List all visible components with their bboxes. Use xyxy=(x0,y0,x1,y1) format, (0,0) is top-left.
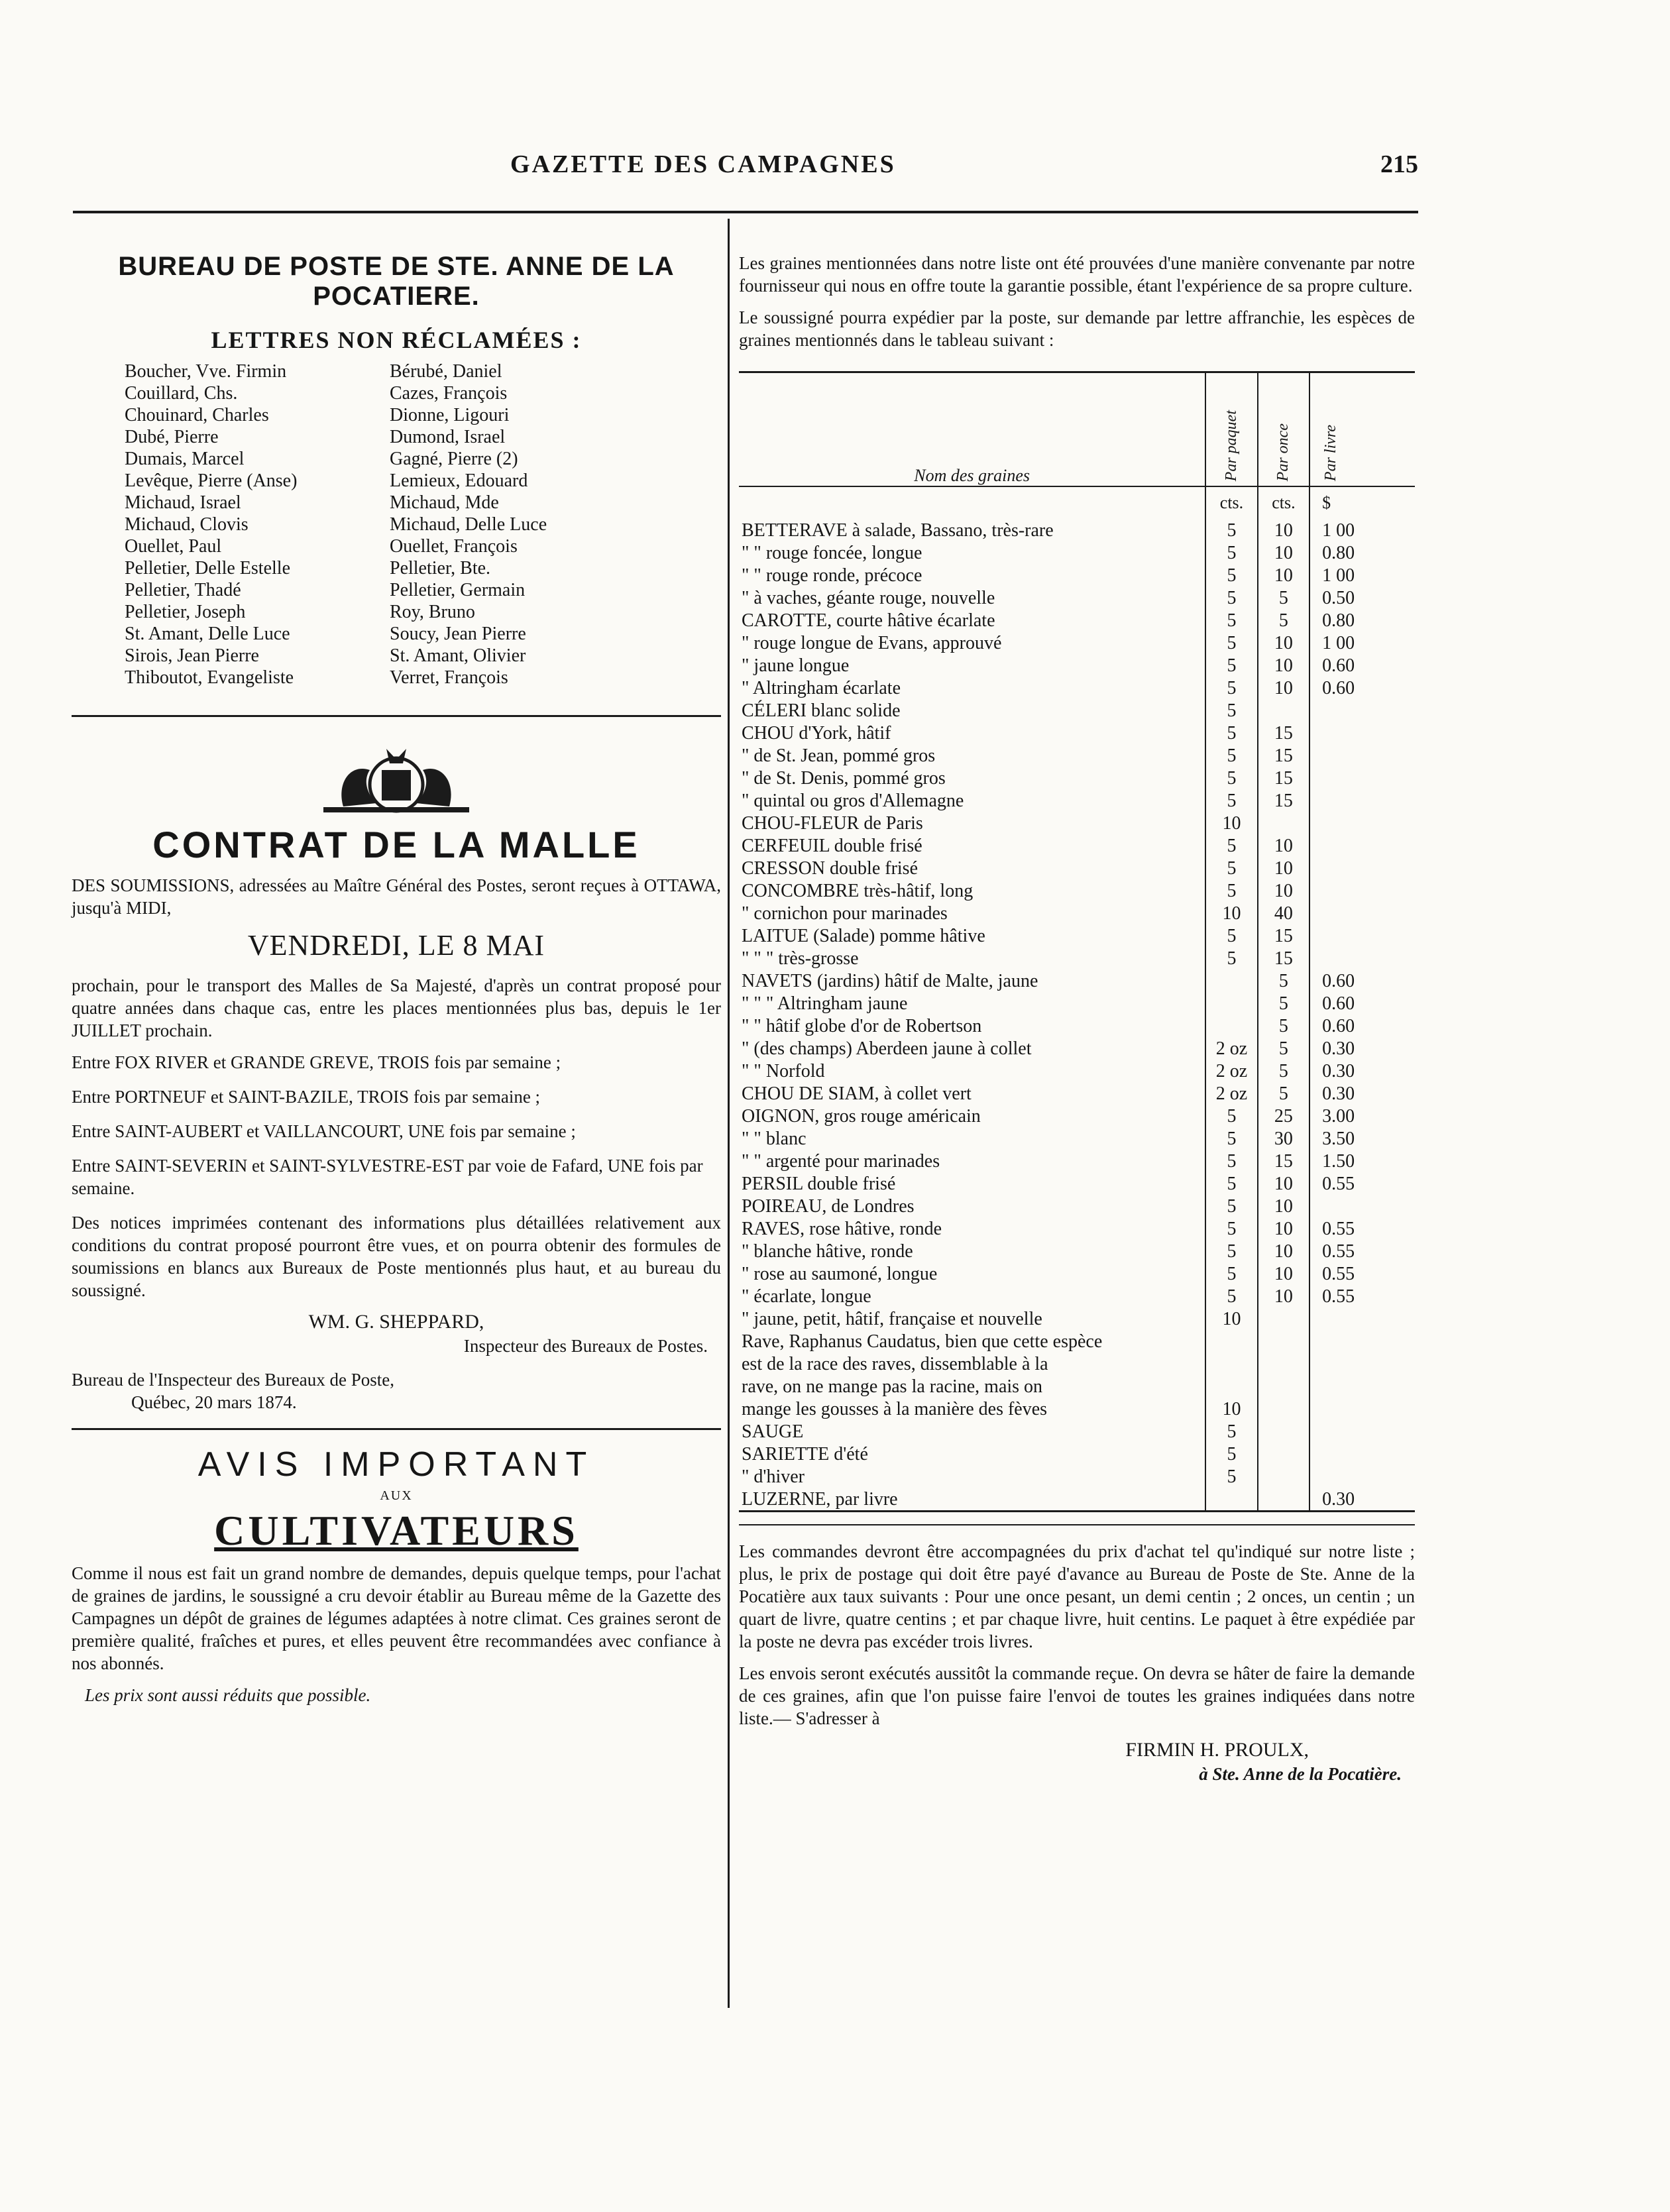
contrat-body: prochain, pour le transport des Malles de Sa Majesté, d'après un contrat proposé pour quatre années dans chaque cas, entre les places mentionnées plus bas, depuis le 1er JUILLET prochain. xyxy=(72,975,721,1040)
seed-cell-c3: 3.50 xyxy=(1309,1127,1415,1150)
seed-cell-c1: 5 xyxy=(1205,947,1257,969)
seed-cell-c3: 1 00 xyxy=(1309,519,1415,541)
seed-cell-c3 xyxy=(1309,879,1415,902)
recipient-name: Boucher, Vve. Firmin xyxy=(125,361,287,382)
seed-cell-c2: 30 xyxy=(1258,1127,1309,1150)
signature-date: Québec, 20 mars 1874. xyxy=(131,1392,297,1412)
seed-cell-c3 xyxy=(1309,1195,1415,1217)
seed-cell-c3 xyxy=(1309,947,1415,969)
section-rule xyxy=(72,715,721,717)
seed-cell-c2: 10 xyxy=(1258,1240,1309,1262)
seed-cell-c3 xyxy=(1309,1330,1415,1353)
seed-cell-c3: 1 00 xyxy=(1309,632,1415,654)
seed-cell-c2: 15 xyxy=(1258,947,1309,969)
table-row xyxy=(739,654,1415,677)
recipient-name: Pelletier, Bte. xyxy=(390,558,491,579)
seed-cell-c1: 5 xyxy=(1205,1195,1257,1217)
seed-cell-name: " " argenté pour marinades xyxy=(742,1151,940,1172)
seed-cell-c3 xyxy=(1309,1375,1415,1398)
table-row xyxy=(739,722,1415,744)
seed-cell-c2 xyxy=(1258,1375,1309,1398)
seed-cell-name: " " rouge ronde, précoce xyxy=(742,565,922,586)
seed-cell-name: RAVES, rose hâtive, ronde xyxy=(742,1219,942,1239)
seed-cell-c1: 5 xyxy=(1205,541,1257,564)
table-row xyxy=(739,1105,1415,1127)
recipient-name: Pelletier, Germain xyxy=(390,580,526,600)
seed-cell-c3 xyxy=(1309,789,1415,812)
recipient-name: Pelletier, Delle Estelle xyxy=(125,558,291,579)
seed-cell-c1 xyxy=(1205,1015,1257,1037)
seed-cell-c2: 5 xyxy=(1258,1082,1309,1105)
seed-cell-name: LAITUE (Salade) pomme hâtive xyxy=(742,926,985,946)
seed-cell-c2: 10 xyxy=(1258,834,1309,857)
recipient-name: Pelletier, Joseph xyxy=(125,602,246,622)
table-row xyxy=(739,902,1415,924)
recipient-name: Lemieux, Edouard xyxy=(390,470,528,491)
header-rule xyxy=(73,211,1418,213)
seed-cell-name: " " rouge foncée, longue xyxy=(742,543,922,563)
recipient-name: Couillard, Chs. xyxy=(125,383,238,404)
table-row xyxy=(739,1375,1415,1398)
recipient-name: Dionne, Ligouri xyxy=(390,405,510,425)
seed-cell-name: " " " Altringham jaune xyxy=(742,993,908,1014)
seed-cell-name: " jaune longue xyxy=(742,655,850,676)
seed-cell-c2: 15 xyxy=(1258,1150,1309,1172)
orders-text-2: Les envois seront exécutés aussitôt la commande reçue. On devra se hâter de faire la demande de ces graines, afin que l'on puisse faire l'envoi de toutes les graines indiquées dans notre liste.— S'adresser à xyxy=(739,1663,1415,1728)
col-header-livre: Par livre xyxy=(1309,372,1415,487)
seed-cell-c2: 10 xyxy=(1258,1217,1309,1240)
avis-cultivateurs: CULTIVATEURS xyxy=(214,1507,579,1554)
contrat-date: VENDREDI, LE 8 MAI xyxy=(247,929,545,962)
recipient-name: Pelletier, Thadé xyxy=(125,580,241,600)
seed-cell-c2: 5 xyxy=(1258,586,1309,609)
seed-cell-name: NAVETS (jardins) hâtif de Malte, jaune xyxy=(742,971,1038,991)
contrat-intro: DES SOUMISSIONS, adressées au Maître Général des Postes, seront reçues à OTTAWA, jusqu'à MIDI, xyxy=(72,875,721,918)
route-item: Entre PORTNEUF et SAINT-BAZILE, TROIS fois par semaine ; xyxy=(72,1087,541,1107)
newspaper-title: GAZETTE DES CAMPAGNES xyxy=(510,150,896,178)
col-header-once: Par once xyxy=(1258,372,1309,487)
signature-role: Inspecteur des Bureaux de Postes. xyxy=(463,1336,708,1356)
route-item: Entre SAINT-AUBERT et VAILLANCOURT, UNE fois par semaine ; xyxy=(72,1121,576,1141)
seed-cell-c2: 10 xyxy=(1258,1262,1309,1285)
seed-cell-c1: 5 xyxy=(1205,1465,1257,1488)
table-header-row xyxy=(739,372,1415,487)
seed-cell-c3 xyxy=(1309,1353,1415,1375)
seed-cell-c3 xyxy=(1309,834,1415,857)
seed-cell-name: " rouge longue de Evans, approuvé xyxy=(742,633,1002,653)
bureau-title: BUREAU DE POSTE DE STE. ANNE DE LA POCATIERE. xyxy=(118,252,675,311)
recipient-name: Ouellet, Paul xyxy=(125,536,222,557)
seed-cell-name: CONCOMBRE très-hâtif, long xyxy=(742,881,974,901)
table-row xyxy=(739,1037,1415,1060)
table-row xyxy=(739,1465,1415,1488)
seed-cell-name: BETTERAVE à salade, Bassano, très-rare xyxy=(742,520,1054,541)
seed-cell-c2: 10 xyxy=(1258,632,1309,654)
recipient-name: Roy, Bruno xyxy=(390,602,475,622)
seed-cell-name: Rave, Raphanus Caudatus, bien que cette espèce xyxy=(742,1331,1103,1352)
table-row xyxy=(739,541,1415,564)
seed-cell-c1: 5 xyxy=(1205,564,1257,586)
seed-cell-c1: 5 xyxy=(1205,767,1257,789)
seed-cell-c3: 0.55 xyxy=(1309,1240,1415,1262)
table-row xyxy=(739,1195,1415,1217)
seed-cell-c1: 5 xyxy=(1205,1240,1257,1262)
lettres-title: LETTRES NON RÉCLAMÉES : xyxy=(211,327,582,353)
seed-cell-name: PERSIL double frisé xyxy=(742,1174,896,1194)
orders-text-1: Les commandes devront être accompagnées du prix d'achat tel qu'indiqué sur notre liste ; plus, le prix de postage qui doit être payé d'avance au Bureau de Poste de Ste. Anne de la Pocatière aux taux suivants : Pour une once pesant, un demi centin ; 2 onces, un centin ; un quart de livre, quatre centins ; et par chaque livre, huit centins. Le paquet à être expédiée par la poste ne devra pas excéder trois livres. xyxy=(739,1541,1415,1651)
avis-title: AVIS IMPORTANT xyxy=(197,1445,595,1484)
seed-cell-c3: 1.50 xyxy=(1309,1150,1415,1172)
seed-cell-name: " " " très-grosse xyxy=(742,948,859,969)
seed-cell-c2 xyxy=(1258,1330,1309,1353)
seed-cell-c2 xyxy=(1258,699,1309,722)
seed-cell-c3 xyxy=(1309,1398,1415,1420)
seed-cell-c3: 0.30 xyxy=(1309,1082,1415,1105)
seed-cell-name: SAUGE xyxy=(742,1421,804,1442)
seed-cell-c3 xyxy=(1309,1420,1415,1443)
seed-cell-c1: 5 xyxy=(1205,924,1257,947)
seed-cell-name: CÉLERI blanc solide xyxy=(742,700,901,721)
seed-cell-c2: 10 xyxy=(1258,564,1309,586)
recipient-name: Michaud, Clovis xyxy=(125,514,249,535)
seed-cell-c2 xyxy=(1258,1488,1309,1512)
seed-cell-c1: 5 xyxy=(1205,1285,1257,1307)
route-item: Entre FOX RIVER et GRANDE GREVE, TROIS fois par semaine ; xyxy=(72,1052,561,1072)
recipient-name: Gagné, Pierre (2) xyxy=(390,449,518,469)
col-header-paquet: Par paquet xyxy=(1205,372,1257,487)
table-row xyxy=(739,969,1415,992)
table-row xyxy=(739,744,1415,767)
seed-cell-c1: 10 xyxy=(1205,902,1257,924)
table-row xyxy=(739,1172,1415,1195)
left-column xyxy=(72,252,721,1716)
seed-cell-c2: 5 xyxy=(1258,992,1309,1015)
seed-cell-name: POIREAU, de Londres xyxy=(742,1196,915,1217)
table-row xyxy=(739,992,1415,1015)
recipient-name: Chouinard, Charles xyxy=(125,405,269,425)
seed-cell-name: " (des champs) Aberdeen jaune à collet xyxy=(742,1038,1032,1059)
table-row xyxy=(739,1330,1415,1353)
table-row xyxy=(739,1217,1415,1240)
seed-cell-c1: 5 xyxy=(1205,654,1257,677)
table-row xyxy=(739,767,1415,789)
seed-cell-c3 xyxy=(1309,744,1415,767)
table-row xyxy=(739,1488,1415,1512)
seed-cell-c2 xyxy=(1258,1420,1309,1443)
seed-cell-c1: 5 xyxy=(1205,744,1257,767)
recipient-name: Cazes, François xyxy=(390,383,508,404)
recipient-name: Dubé, Pierre xyxy=(125,427,219,447)
signature-name: WM. G. SHEPPARD, xyxy=(308,1311,484,1333)
seed-cell-c2: 10 xyxy=(1258,1285,1309,1307)
table-row xyxy=(739,609,1415,632)
avis-aux: AUX xyxy=(380,1488,413,1503)
table-row xyxy=(739,1015,1415,1037)
seed-cell-name: CRESSON double frisé xyxy=(742,858,918,879)
seed-cell-c3: 0.60 xyxy=(1309,1015,1415,1037)
seed-cell-c1: 5 xyxy=(1205,609,1257,632)
seed-cell-c3 xyxy=(1309,902,1415,924)
seed-cell-c1: 5 xyxy=(1205,1443,1257,1465)
seed-cell-name: CERFEUIL double frisé xyxy=(742,836,922,856)
seed-cell-c1: 2 oz xyxy=(1205,1082,1257,1105)
seed-cell-name: OIGNON, gros rouge américain xyxy=(742,1106,981,1127)
seed-cell-c2: 10 xyxy=(1258,879,1309,902)
recipient-name: Levêque, Pierre (Anse) xyxy=(125,470,298,491)
seed-cell-c3: 0.50 xyxy=(1309,586,1415,609)
seed-cell-c1 xyxy=(1205,992,1257,1015)
seed-cell-c2: 10 xyxy=(1258,677,1309,699)
seed-cell-c2: 10 xyxy=(1258,541,1309,564)
right-column xyxy=(739,252,1415,1797)
seed-cell-c2: 25 xyxy=(1258,1105,1309,1127)
recipient-name: Bérubé, Daniel xyxy=(390,361,502,382)
seed-cell-c3 xyxy=(1309,1465,1415,1488)
seed-cell-c3 xyxy=(1309,699,1415,722)
seed-cell-c2: 5 xyxy=(1258,1015,1309,1037)
seed-cell-c1: 5 xyxy=(1205,699,1257,722)
table-row xyxy=(739,1285,1415,1307)
recipient-name: Michaud, Mde xyxy=(390,492,499,513)
seed-cell-c3: 0.55 xyxy=(1309,1262,1415,1285)
seed-cell-c3: 0.30 xyxy=(1309,1488,1415,1512)
seed-cell-c3: 0.80 xyxy=(1309,541,1415,564)
seed-cell-c1: 5 xyxy=(1205,834,1257,857)
table-row xyxy=(739,812,1415,834)
seed-cell-name: " de St. Denis, pommé gros xyxy=(742,768,946,789)
seed-cell-c1 xyxy=(1205,1330,1257,1353)
table-row xyxy=(739,1150,1415,1172)
seeds-intro-1: Les graines mentionnées dans notre liste ont été prouvées d'une manière convenante par notre fournisseur qui nous en offre toute la garantie possible, étant l'expérience de sa propre culture. xyxy=(739,253,1415,296)
page-header xyxy=(73,150,1418,190)
seed-cell-c1: 2 oz xyxy=(1205,1037,1257,1060)
table-row xyxy=(739,1060,1415,1082)
seed-cell-name: " écarlate, longue xyxy=(742,1286,871,1307)
seed-cell-c1: 5 xyxy=(1205,857,1257,879)
seed-cell-c1: 5 xyxy=(1205,722,1257,744)
royal-arms-emblem xyxy=(297,744,496,816)
seed-cell-c3: 0.30 xyxy=(1309,1060,1415,1082)
seed-cell-c1: 5 xyxy=(1205,1420,1257,1443)
units-row: cts. cts. $ xyxy=(739,486,1415,519)
table-row xyxy=(739,857,1415,879)
seed-cell-c1: 5 xyxy=(1205,879,1257,902)
seed-cell-name: " à vaches, géante rouge, nouvelle xyxy=(742,588,995,608)
seed-cell-name: CAROTTE, courte hâtive écarlate xyxy=(742,610,995,631)
seed-cell-name: " d'hiver xyxy=(742,1466,805,1487)
seed-cell-c1: 5 xyxy=(1205,1127,1257,1150)
section-rule-2 xyxy=(72,1428,721,1430)
seed-cell-c1: 5 xyxy=(1205,1105,1257,1127)
seed-cell-c3: 0.60 xyxy=(1309,677,1415,699)
table-row xyxy=(739,879,1415,902)
recipient-name: St. Amant, Delle Luce xyxy=(125,624,290,644)
table-row xyxy=(739,789,1415,812)
seed-cell-name: " rose au saumoné, longue xyxy=(742,1264,938,1284)
seed-cell-c3 xyxy=(1309,722,1415,744)
table-row xyxy=(739,1353,1415,1375)
recipient-name: Michaud, Delle Luce xyxy=(390,514,547,535)
seed-cell-c2 xyxy=(1258,812,1309,834)
seed-cell-c2 xyxy=(1258,1465,1309,1488)
seed-cell-c3 xyxy=(1309,812,1415,834)
seed-cell-name: mange les gousses à la manière des fèves xyxy=(742,1399,1048,1419)
seed-cell-c2 xyxy=(1258,1353,1309,1375)
page-number: 215 xyxy=(1380,150,1418,178)
seed-cell-c3 xyxy=(1309,767,1415,789)
seed-cell-c2 xyxy=(1258,1443,1309,1465)
seed-cell-c1: 5 xyxy=(1205,789,1257,812)
seed-cell-c3: 0.30 xyxy=(1309,1037,1415,1060)
column-divider xyxy=(728,219,730,2008)
seed-cell-name: " " blanc xyxy=(742,1129,807,1149)
seed-cell-c1 xyxy=(1205,1375,1257,1398)
seed-cell-c2: 15 xyxy=(1258,744,1309,767)
seed-cell-c3: 0.60 xyxy=(1309,992,1415,1015)
table-row xyxy=(739,1127,1415,1150)
seed-cell-name: CHOU d'York, hâtif xyxy=(742,723,891,744)
recipient-name: Soucy, Jean Pierre xyxy=(390,624,526,644)
seed-cell-name: " de St. Jean, pommé gros xyxy=(742,746,936,766)
table-row xyxy=(739,1443,1415,1465)
seed-cell-c2: 40 xyxy=(1258,902,1309,924)
seed-cell-c1 xyxy=(1205,969,1257,992)
seed-cell-name: " jaune, petit, hâtif, française et nouvelle xyxy=(742,1309,1042,1329)
table-row xyxy=(739,677,1415,699)
seed-cell-c1: 5 xyxy=(1205,519,1257,541)
seed-cell-c3 xyxy=(1309,1307,1415,1330)
seed-cell-c3: 0.55 xyxy=(1309,1217,1415,1240)
seed-cell-name: rave, on ne mange pas la racine, mais on xyxy=(742,1376,1043,1397)
recipient-name: Ouellet, François xyxy=(390,536,518,557)
notices-text: Des notices imprimées contenant des informations plus détaillées relativement aux conditions du contrat proposé pourront être vues, et on pourra obtenir des formules de soumissions en blancs aux Bureaux de Poste mentionnés plus haut, et au bureau du soussigné. xyxy=(72,1213,721,1300)
seed-cell-c3: 0.80 xyxy=(1309,609,1415,632)
seed-cell-c1 xyxy=(1205,1488,1257,1512)
recipient-name: Dumais, Marcel xyxy=(125,449,245,469)
table-row xyxy=(739,586,1415,609)
seed-cell-c2: 5 xyxy=(1258,1060,1309,1082)
table-row xyxy=(739,834,1415,857)
seed-cell-c1: 5 xyxy=(1205,1150,1257,1172)
seed-cell-c1: 5 xyxy=(1205,1172,1257,1195)
proulx-signature: FIRMIN H. PROULX, xyxy=(1125,1739,1309,1761)
seed-cell-c1: 10 xyxy=(1205,812,1257,834)
seed-cell-c1 xyxy=(1205,1353,1257,1375)
table-row xyxy=(739,1262,1415,1285)
seed-cell-name: " " hâtif globe d'or de Robertson xyxy=(742,1016,982,1036)
seed-cell-c2: 5 xyxy=(1258,969,1309,992)
seed-cell-c3 xyxy=(1309,857,1415,879)
table-row xyxy=(739,519,1415,541)
avis-prix: Les prix sont aussi réduits que possible. xyxy=(85,1685,371,1705)
seed-cell-name: " cornichon pour marinades xyxy=(742,903,948,924)
table-row xyxy=(739,564,1415,586)
table-row xyxy=(739,1307,1415,1330)
seed-cell-c2 xyxy=(1258,1307,1309,1330)
routes-list xyxy=(72,1051,721,1199)
table-row xyxy=(739,1082,1415,1105)
table-row xyxy=(739,699,1415,722)
seed-cell-c2 xyxy=(1258,1398,1309,1420)
seed-cell-c2: 15 xyxy=(1258,722,1309,744)
seed-cell-c3: 0.55 xyxy=(1309,1172,1415,1195)
avis-body: Comme il nous est fait un grand nombre de demandes, depuis quelque temps, pour l'achat de graines de jardins, le soussigné a cru devoir établir au Bureau même de la Gazette des Campagnes un dépôt de graines de légumes adaptées à notre climat. Ces graines seront de première qualité, fraîches et pures, et elles peuvent être recommandées avec confiance à nos abonnés. xyxy=(72,1563,721,1673)
table-row xyxy=(739,1240,1415,1262)
seed-cell-c2: 15 xyxy=(1258,767,1309,789)
seeds-intro-2: Le soussigné pourra expédier par la poste, sur demande par lettre affranchie, les espèces de graines mentionnés dans le tableau suivant : xyxy=(739,307,1415,350)
contrat-title: CONTRAT DE LA MALLE xyxy=(152,824,640,865)
seed-cell-c2: 10 xyxy=(1258,1195,1309,1217)
seed-cell-c1: 5 xyxy=(1205,1262,1257,1285)
recipient-name: Sirois, Jean Pierre xyxy=(125,645,259,666)
seed-cell-name: CHOU DE SIAM, à collet vert xyxy=(742,1083,972,1104)
seed-cell-c2: 10 xyxy=(1258,519,1309,541)
seed-cell-name: " " Norfold xyxy=(742,1061,825,1081)
recipient-name: Verret, François xyxy=(390,667,508,688)
seed-cell-c3 xyxy=(1309,924,1415,947)
seed-cell-c3: 0.60 xyxy=(1309,654,1415,677)
seed-cell-c3 xyxy=(1309,1443,1415,1465)
seed-cell-name: " quintal ou gros d'Allemagne xyxy=(742,791,964,811)
seed-cell-c1: 5 xyxy=(1205,586,1257,609)
proulx-place: à Ste. Anne de la Pocatière. xyxy=(1199,1764,1402,1784)
recipient-name: Michaud, Israel xyxy=(125,492,241,513)
route-item: Entre SAINT-SEVERIN et SAINT-SYLVESTRE-EST par voie de Fafard, UNE fois par semaine. xyxy=(72,1156,703,1198)
seeds-table xyxy=(739,371,1415,1512)
seed-cell-name: " blanche hâtive, ronde xyxy=(742,1241,913,1262)
seed-cell-c2: 15 xyxy=(1258,924,1309,947)
seed-cell-c1: 10 xyxy=(1205,1398,1257,1420)
signature-bureau: Bureau de l'Inspecteur des Bureaux de Poste, xyxy=(72,1370,394,1390)
recipient-name: St. Amant, Olivier xyxy=(390,645,526,666)
seed-cell-c2: 5 xyxy=(1258,609,1309,632)
orders-rule xyxy=(739,1524,1415,1525)
table-row xyxy=(739,924,1415,947)
table-row xyxy=(739,1398,1415,1420)
seed-cell-name: SARIETTE d'été xyxy=(742,1444,868,1465)
seed-cell-c1: 10 xyxy=(1205,1307,1257,1330)
recipient-name: Dumond, Israel xyxy=(390,427,506,447)
names-list xyxy=(125,360,721,689)
seed-cell-c1: 5 xyxy=(1205,1217,1257,1240)
seed-cell-c3: 1 00 xyxy=(1309,564,1415,586)
seed-cell-c3: 0.55 xyxy=(1309,1285,1415,1307)
seed-cell-c3: 3.00 xyxy=(1309,1105,1415,1127)
recipient-name: Thiboutot, Evangeliste xyxy=(125,667,294,688)
seed-cell-c1: 2 oz xyxy=(1205,1060,1257,1082)
seed-cell-name: est de la race des raves, dissemblable à la xyxy=(742,1354,1048,1374)
seed-cell-c2: 5 xyxy=(1258,1037,1309,1060)
seed-cell-c1: 5 xyxy=(1205,677,1257,699)
seed-cell-name: LUZERNE, par livre xyxy=(739,1488,1205,1512)
seed-cell-c2: 15 xyxy=(1258,789,1309,812)
seed-cell-c1: 5 xyxy=(1205,632,1257,654)
seed-cell-c3: 0.60 xyxy=(1309,969,1415,992)
seed-cell-c2: 10 xyxy=(1258,654,1309,677)
table-row xyxy=(739,947,1415,969)
seed-cell-name: CHOU-FLEUR de Paris xyxy=(742,813,923,834)
seed-cell-c2: 10 xyxy=(1258,1172,1309,1195)
table-row xyxy=(739,632,1415,654)
table-row xyxy=(739,1420,1415,1443)
col-header-name: Nom des graines xyxy=(739,372,1205,487)
seed-cell-c2: 10 xyxy=(1258,857,1309,879)
seed-cell-name: " Altringham écarlate xyxy=(742,678,901,698)
